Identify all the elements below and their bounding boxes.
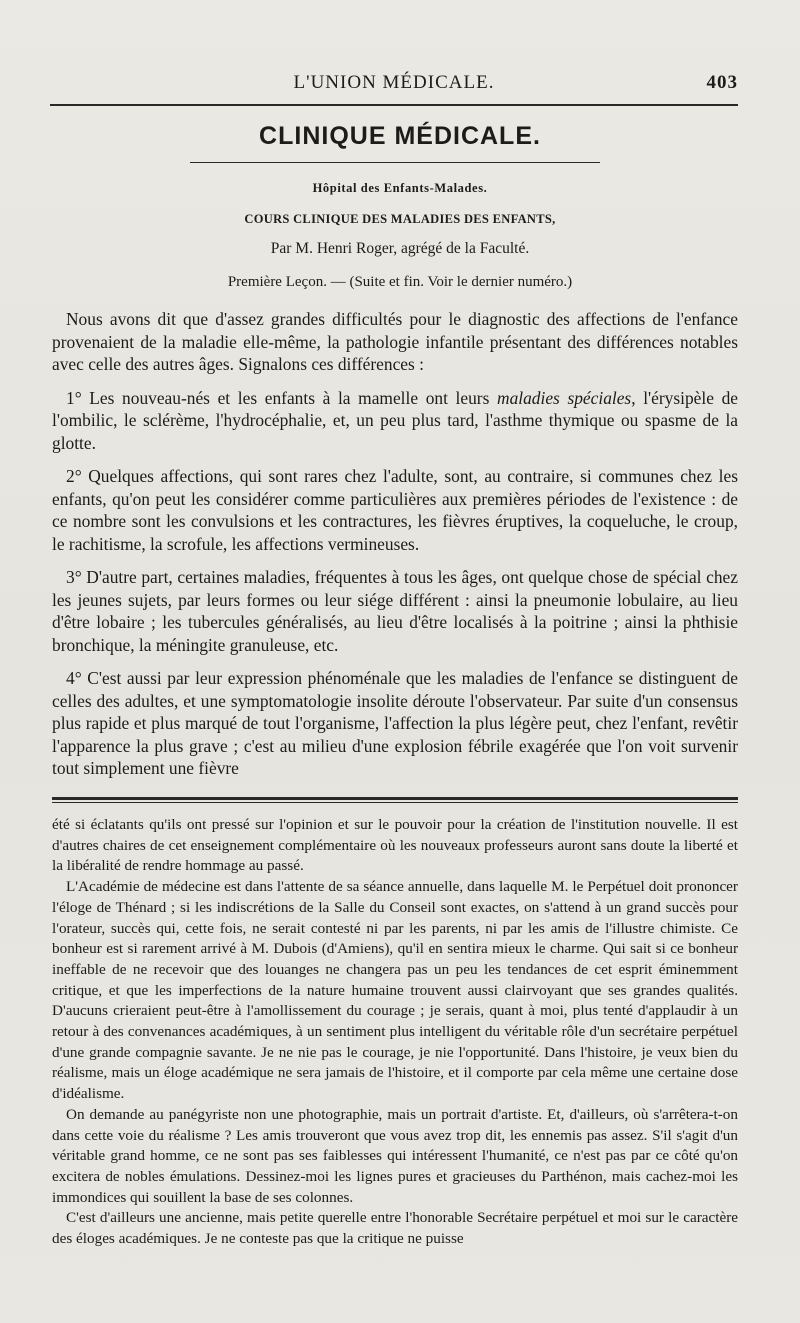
emphasis-text: maladies spéciales <box>497 387 632 408</box>
title-divider <box>190 162 600 163</box>
article-paragraph: Nous avons dit que d'assez grandes difficultés pour le diagnostic des affections de l'enfance provenaient de la maladie elle-même, la pathologie infantile présentant des différences notables avec celle des autres âges. Signalons ces différences : <box>52 309 738 374</box>
running-head <box>50 72 738 98</box>
article-paragraph: 4° C'est aussi par leur expression phénoménale que les maladies de l'enfance se distinguent de celles des adultes, et une symptomatologie insolite déroute l'observateur. Par suite d'un consensus plus rapide et plus marqué de tout l'organisme, l'affection la plus légère peut, chez l'enfant, revêtir l'apparence la plus grave ; c'est au milieu d'une explosion fébrile exagérée que l'on voit survenir tout simplement une fièvre <box>52 668 738 778</box>
feuilleton-divider <box>52 797 738 803</box>
feuilleton-paragraph: L'Académie de médecine est dans l'attente de sa séance annuelle, dans laquelle M. le Perpétuel doit prononcer l'éloge de Thénard ; si les indiscrétions de la Salle du Conseil sont exactes, on s'attend à un grand succès pour l'orateur, succès qui, cette fois, ne serait contesté ni par les parents, ni par les amis de l'illustre chimiste. Ce bonheur est si rarement arrivé à M. Dubois (d'Amiens), qu'il en sentira mieux le charme. Qui sait si ce bonheur ineffable de ne recevoir que des louanges ne changera pas un peu les tendances de cet esprit éminemment critique, et que les imperfections de la nature humaine trouvent aussi clairvoyant que ses grandes qualités. D'aucuns crieraient peut-être à l'amollissement du courage ; je serais, quant à moi, plus tenté d'applaudir à un retour à des convenances académiques, à un sentiment plus intelligent du véritable rôle d'un secrétaire perpétuel d'une grande compagnie savante. Je ne nie pas le courage, je nie l'opportunité. Dans l'histoire, je veux bien du réalisme, mais un éloge académique ne sera jamais de l'histoire, et il comporte par cela même une certaine dose d'idéalisme. <box>52 878 738 1103</box>
article-paragraph <box>52 387 738 455</box>
hospital-name: Hôpital des Enfants-Malades. <box>312 181 488 195</box>
feuilleton-paragraph: On demande au panégyriste non une photographie, mais un portrait d'artiste. Et, d'ailleurs, où s'arrêtera-t-on dans cette voie du réalisme ? Les amis trouveront que vous avez trop dit, les ennemis pas assez. S'il s'agit d'un véritable grand homme, ce ne sont pas ses faiblesses qui intéressent l'humanité, ce n'est pas par ce côté qu'on excitera de nobles émulations. Dessinez-moi les lignes pures et gracieuses du Parthénon, mais cachez-moi les immondices qui souillent la base de ses colonnes. <box>52 1105 738 1206</box>
article-paragraph: 2° Quelques affections, qui sont rares chez l'adulte, sont, au contraire, si communes chez les enfants, qu'on peut les considérer comme particulières aux premières périodes de l'existence : de ce nombre sont les convulsions et les contractures, les fièvres éruptives, la coqueluche, le croup, le rachitisme, la scrofule, les affections vermineuses. <box>52 466 738 554</box>
course-title: COURS CLINIQUE DES MALADIES DES ENFANTS, <box>244 212 556 226</box>
page-number: 403 <box>706 72 738 93</box>
article-body <box>52 308 738 791</box>
article-paragraph: 3° D'autre part, certaines maladies, fréquentes à tous les âges, ont quelque chose de spécial chez les jeunes sujets, par leurs formes ou leur siége différent : ainsi la pneumonie lobulaire, au lieu d'être lobaire ; les tubercules généralisés, au lieu d'être localisés à la poitrine ; ainsi la phthisie bronchique, la méningite granuleuse, etc. <box>52 567 738 655</box>
header-divider <box>50 104 738 106</box>
author-line: Par M. Henri Roger, agrégé de la Faculté. <box>270 240 530 257</box>
section-title: CLINIQUE MÉDICALE. <box>259 122 541 150</box>
journal-title: L'UNION MÉDICALE. <box>293 72 495 93</box>
feuilleton-column <box>52 815 738 1250</box>
paragraph-text: , l'érysipèle de l'ombilic, le sclérème, l'hydrocéphalie, et, un peu plus tard, l'asthme thymique ou spasme de la glotte. <box>52 387 738 453</box>
lecture-subtitle: Première Leçon. — (Suite et fin. Voir le dernier numéro.) <box>227 274 573 290</box>
feuilleton-paragraph: C'est d'ailleurs une ancienne, mais petite querelle entre l'honorable Secrétaire perpétuel et moi sur le caractère des éloges académiques. Je ne conteste pas que la critique ne puisse <box>52 1209 738 1248</box>
paragraph-text: 1° Les nouveau-nés et les enfants à la mamelle ont leurs <box>66 387 498 408</box>
feuilleton-paragraph: été si éclatants qu'ils ont pressé sur l'opinion et sur le pouvoir pour la création de l'institution nouvelle. Il est d'autres chaires de cet enseignement complémentaire où les nouveaux professeurs auront sans doute la liberté et la libéralité de rendre hommage au passé. <box>52 816 738 875</box>
